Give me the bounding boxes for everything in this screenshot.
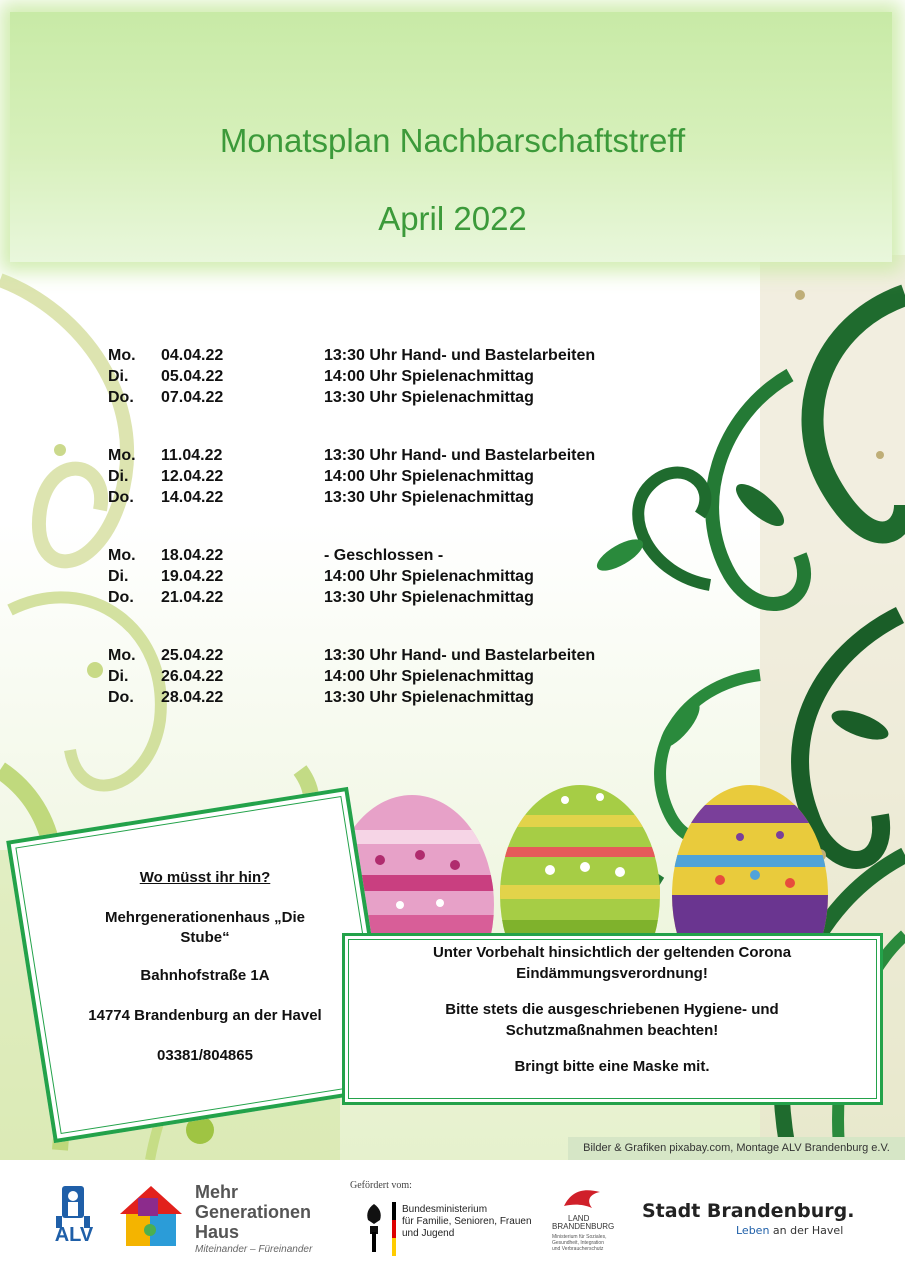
schedule-day: Di. (108, 368, 129, 385)
schedule-day: Mo. (108, 547, 136, 564)
schedule-day: Di. (108, 468, 129, 485)
schedule-day: Do. (108, 589, 134, 606)
schedule-week (108, 345, 668, 408)
brandenburg-eagle-icon (562, 1186, 602, 1212)
address-city: 14774 Brandenburg an der Havel (88, 1007, 322, 1024)
city-logo-name: Stadt Brandenburg. (642, 1200, 855, 1222)
schedule-date: 05.04.22 (161, 368, 224, 385)
schedule-activity: 13:30 Uhr Spielenachmittag (324, 489, 534, 506)
schedule-day: Do. (108, 389, 134, 406)
city-slogan-havel: an der Havel (769, 1224, 844, 1237)
bmfsfj-line2: für Familie, Senioren, Frauen (402, 1216, 532, 1227)
schedule-day: Do. (108, 489, 134, 506)
schedule-day: Di. (108, 668, 129, 685)
notice-card (352, 942, 872, 1092)
schedule-row (108, 345, 668, 366)
schedule-day: Di. (108, 568, 129, 585)
city-logo-slogan (736, 1224, 843, 1237)
mgh-logo-line3: Haus (195, 1222, 240, 1242)
bmfsfj-line1: Bundesministerium (402, 1204, 488, 1215)
schedule-row (108, 666, 668, 687)
schedule-activity: 14:00 Uhr Spielenachmittag (324, 568, 534, 585)
schedule-activity: 13:30 Uhr Spielenachmittag (324, 689, 534, 706)
schedule-day: Mo. (108, 647, 136, 664)
schedule-day: Mo. (108, 347, 136, 364)
schedule-date: 19.04.22 (161, 568, 224, 585)
mgh-logo-line2: Generationen (195, 1202, 312, 1222)
city-slogan-leben: Leben (736, 1224, 770, 1237)
mgh-logo-line1: Mehr (195, 1182, 239, 1202)
schedule-date: 28.04.22 (161, 689, 224, 706)
schedule-row (108, 566, 668, 587)
land-line2: BRANDENBURG (552, 1222, 615, 1231)
schedule-date: 18.04.22 (161, 547, 224, 564)
address-street: Bahnhofstraße 1A (140, 967, 270, 984)
schedule-row (108, 487, 668, 508)
schedule-date: 11.04.22 (161, 447, 223, 464)
land-line1: LAND (568, 1214, 590, 1223)
address-card (40, 868, 370, 1086)
schedule-date: 26.04.22 (161, 668, 224, 685)
schedule-date: 21.04.22 (161, 589, 224, 606)
schedule-week (108, 545, 668, 608)
easter-eggs-illustration (330, 775, 850, 945)
schedule-row (108, 645, 668, 666)
land-line4: Gesundheit, Integration (552, 1240, 604, 1246)
schedule-date: 07.04.22 (161, 389, 224, 406)
schedule (108, 345, 668, 745)
mgh-logo-tagline: Miteinander – Füreinander (195, 1244, 313, 1255)
federal-eagle-icon (364, 1202, 384, 1252)
schedule-activity: 13:30 Uhr Hand- und Bastelarbeiten (324, 447, 596, 464)
address-phone: 03381/804865 (157, 1047, 253, 1064)
schedule-week (108, 445, 668, 508)
schedule-row (108, 387, 668, 408)
schedule-activity: 13:30 Uhr Spielenachmittag (324, 389, 534, 406)
schedule-row (108, 466, 668, 487)
sponsor-footer (0, 1160, 905, 1280)
schedule-row (108, 687, 668, 708)
address-heading: Wo müsst ihr hin? (139, 869, 271, 886)
land-line5: und Verbraucherschutz (552, 1246, 604, 1252)
schedule-row (108, 366, 668, 387)
bmfsfj-line3: und Jugend (402, 1228, 455, 1239)
house-logo-icon (118, 1184, 184, 1250)
alv-logo-text: ALV (54, 1224, 94, 1246)
schedule-activity: 13:30 Uhr Spielenachmittag (324, 589, 534, 606)
page-subtitle: April 2022 (378, 200, 527, 237)
notice-mask: Bringt bitte eine Maske mit. (514, 1058, 710, 1075)
schedule-date: 14.04.22 (161, 489, 224, 506)
page-title: Monatsplan Nachbarschaftstreff (219, 122, 686, 159)
address-venue: Mehrgenerationenhaus „Die Stube“ (104, 909, 306, 946)
schedule-activity: 14:00 Uhr Spielenachmittag (324, 668, 534, 685)
funded-by-label: Gefördert vom: (350, 1180, 412, 1191)
schedule-activity: - Geschlossen - (324, 547, 444, 564)
schedule-activity: 13:30 Uhr Hand- und Bastelarbeiten (324, 347, 596, 364)
land-line3: Ministerium für Soziales, (552, 1234, 607, 1240)
schedule-week (108, 645, 668, 708)
green-egg (490, 775, 670, 945)
schedule-date: 25.04.22 (161, 647, 224, 664)
notice-hygiene: Bitte stets die ausgeschriebenen Hygiene- und Schutzmaßnahmen beachten! (445, 1001, 779, 1039)
schedule-date: 12.04.22 (161, 468, 224, 485)
schedule-row (108, 445, 668, 466)
schedule-activity: 14:00 Uhr Spielenachmittag (324, 368, 534, 385)
schedule-day: Mo. (108, 447, 136, 464)
schedule-activity: 14:00 Uhr Spielenachmittag (324, 468, 534, 485)
federal-flag-bar (392, 1202, 396, 1256)
schedule-activity: 13:30 Uhr Hand- und Bastelarbeiten (324, 647, 596, 664)
schedule-row (108, 545, 668, 566)
notice-corona: Unter Vorbehalt hinsichtlich der geltenden Corona Eindämmungsverordnung! (432, 944, 792, 982)
schedule-date: 04.04.22 (161, 347, 224, 364)
image-credit: Bilder & Grafiken pixabay.com, Montage ALV Brandenburg e.V. (568, 1137, 905, 1160)
purple-egg (670, 775, 850, 945)
schedule-day: Do. (108, 689, 134, 706)
schedule-row (108, 587, 668, 608)
